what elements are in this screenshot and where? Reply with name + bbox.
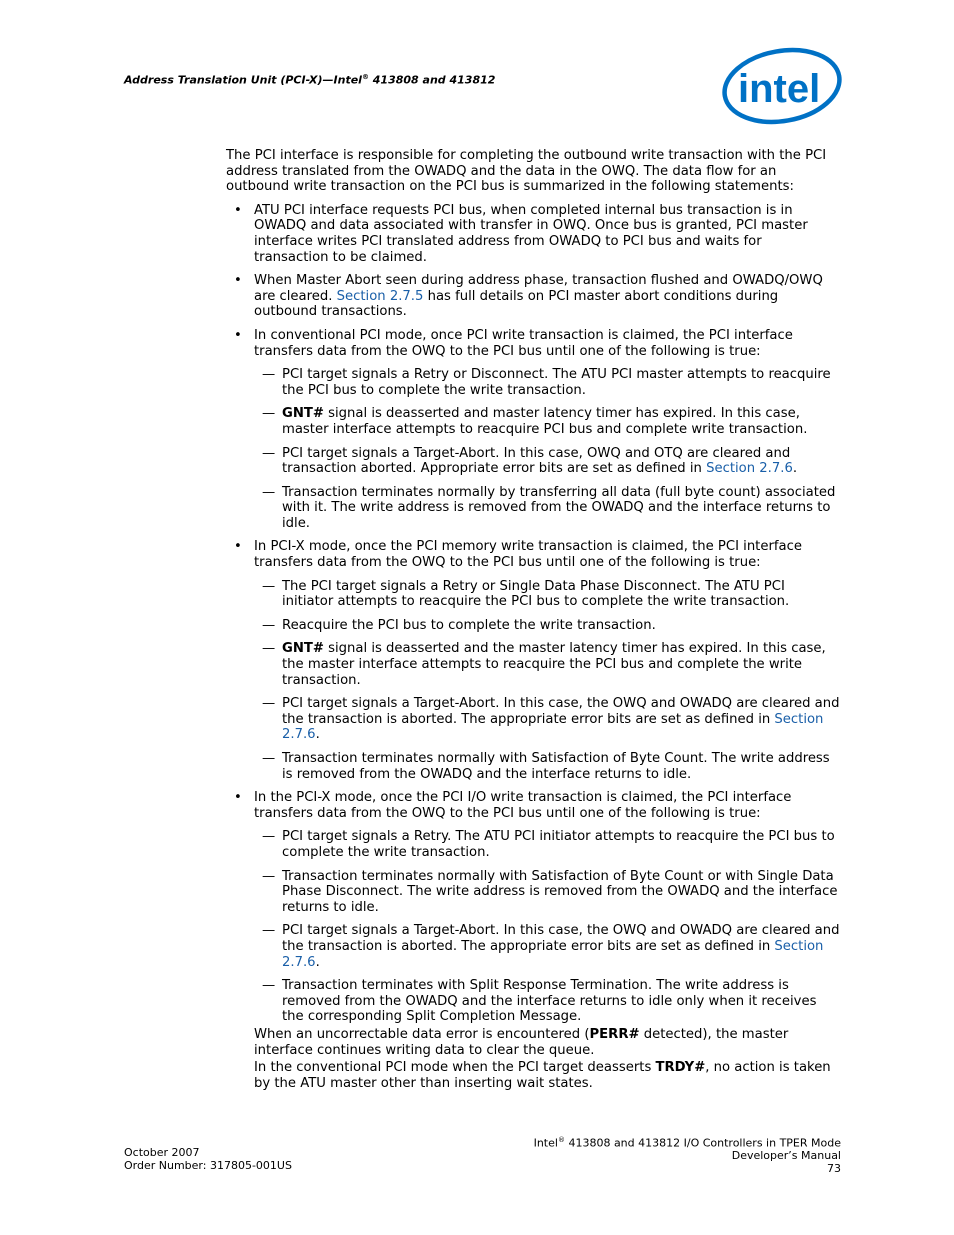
bullet-2: • When Master Abort seen during address phase, transaction flushed and OWADQ/OWQ are cleared. Section 2.7.5 has full details on PCI master abort conditions during outbound transactions.	[234, 273, 823, 320]
sub-item: — Transaction terminates normally with Satisfaction of Byte Count or with Single Data Phase Disconnect. The write address is removed from the OWADQ and the interface returns to idle.	[262, 868, 838, 915]
bullet-mark: •	[234, 273, 242, 289]
sub-item: — PCI target signals a Retry. The ATU PCI initiator attempts to reacquire the PCI bus to complete the write transaction.	[262, 829, 835, 860]
dash-mark: —	[262, 406, 276, 422]
page-number: 73	[827, 1161, 841, 1175]
dash-mark: —	[262, 696, 276, 712]
bullet-mark: •	[234, 327, 242, 343]
dash-mark: —	[262, 751, 276, 766]
dash-mark: —	[262, 617, 276, 633]
footer-doc-title: Intel® 413808 and 413812 I/O Controllers in TPER Mode	[533, 1136, 841, 1150]
intel-logo	[720, 44, 844, 132]
sub-item: — PCI target signals a Target-Abort. In this case, the OWQ and OWADQ are cleared and the transaction is aborted. The appropriate error bits are set as defined in Section 2.7.6.	[262, 923, 840, 970]
sub-item: — PCI target signals a Target-Abort. In this case, the OWQ and OWADQ are cleared and the transaction is aborted. The appropriate error bits are set as defined in Section 2.7.6.	[262, 696, 840, 743]
sub-item: — Reacquire the PCI bus to complete the write transaction.	[262, 617, 656, 633]
dash-mark: —	[262, 445, 276, 461]
footer-right	[534, 1134, 841, 1175]
running-header: Address Translation Unit (PCI-X)—Intel® 413808 and 413812	[124, 73, 496, 87]
footer-left	[124, 1147, 292, 1172]
bullet-5: • In the PCI-X mode, once the PCI I/O write transaction is claimed, the PCI interface transfers data from the OWQ to the PCI bus until one of the following is true:	[234, 790, 792, 821]
sub-item: — PCI target signals a Target-Abort. In this case, OWQ and OTQ are cleared and transaction aborted. Appropriate error bits are set as defined in Section 2.7.6.	[262, 445, 798, 477]
bullet-mark: •	[234, 202, 242, 218]
bullet-1: • ATU PCI interface requests PCI bus, when completed internal bus transaction is in OWADQ and data associated with transfer in OWQ. Once bus is granted, PCI master interface writes PCI translated address from OWADQ to PCI bus and waits for transaction to be claimed.	[234, 202, 808, 265]
bullet-mark: •	[234, 790, 242, 806]
dash-mark: —	[262, 978, 276, 994]
section-link[interactable]: Section 2.7.6	[282, 711, 824, 743]
dash-mark: —	[262, 484, 276, 500]
bullet-3: • In conventional PCI mode, once PCI write transaction is claimed, the PCI interface transfers data from the OWQ to the PCI bus until one of the following is true:	[234, 327, 793, 359]
footer-order-number: Order Number: 317805-001US	[124, 1158, 292, 1172]
page-body	[226, 148, 840, 1093]
sub-item: — Transaction terminates with Split Response Termination. The write address is removed from the OWADQ and the interface returns to idle only when it receives the corresponding Split Completion Message.	[262, 978, 817, 1025]
dash-mark: —	[262, 578, 276, 594]
bullet-4: • In PCI-X mode, once the PCI memory write transaction is claimed, the PCI interface transfers data from the OWQ to the PCI bus until one of the following is true:	[234, 539, 802, 571]
sub-item: — Transaction terminates normally by transferring all data (full byte count) associated with it. The write address is removed from the OWADQ and the interface returns to idle.	[262, 484, 836, 531]
dash-mark: —	[262, 868, 276, 884]
sub-item: — Transaction terminates normally with Satisfaction of Byte Count. The write address is removed from the OWADQ and the interface returns to idle.	[262, 751, 830, 782]
intro-paragraph: The PCI interface is responsible for completing the outbound write transaction with the PCI address translated from the OWADQ and the data in the OWQ. The data flow for an outbound write transaction on the PCI bus is summarized in the following statements:	[226, 148, 827, 195]
note-perr: When an uncorrectable data error is encountered (PERR# detected), the master interface continues writing data to clear the queue.	[254, 1026, 789, 1058]
sub-item: — The PCI target signals a Retry or Single Data Phase Disconnect. The ATU PCI initiator attempts to reacquire the PCI bus to complete the write transaction.	[262, 578, 790, 610]
dash-mark: —	[262, 829, 276, 845]
sub-item: — GNT# signal is deasserted and master latency timer has expired. In this case, master interface attempts to reacquire PCI bus and complete write transaction.	[262, 406, 808, 437]
dash-mark: —	[262, 367, 276, 383]
section-link[interactable]: Section 2.7.5	[336, 288, 424, 304]
dash-mark: —	[262, 923, 276, 939]
dash-mark: —	[262, 641, 276, 657]
section-link[interactable]: Section 2.7.6	[706, 461, 793, 477]
section-link[interactable]: Section 2.7.6	[282, 938, 824, 970]
sub-item: — PCI target signals a Retry or Disconnect. The ATU PCI master attempts to reacquire the PCI bus to complete the write transaction.	[262, 367, 831, 398]
logo-text: intel	[738, 67, 821, 111]
note-trdy: In the conventional PCI mode when the PCI target deasserts TRDY#, no action is taken by the ATU master other than inserting wait states.	[254, 1060, 831, 1091]
sub-item: — GNT# signal is deasserted and the master latency timer has expired. In this case, the master interface attempts to reacquire the PCI bus and complete the write transaction.	[262, 641, 826, 688]
footer-date: October 2007	[124, 1146, 200, 1159]
footer-manual: Developer’s Manual	[731, 1149, 841, 1163]
bullet-mark: •	[234, 539, 242, 555]
